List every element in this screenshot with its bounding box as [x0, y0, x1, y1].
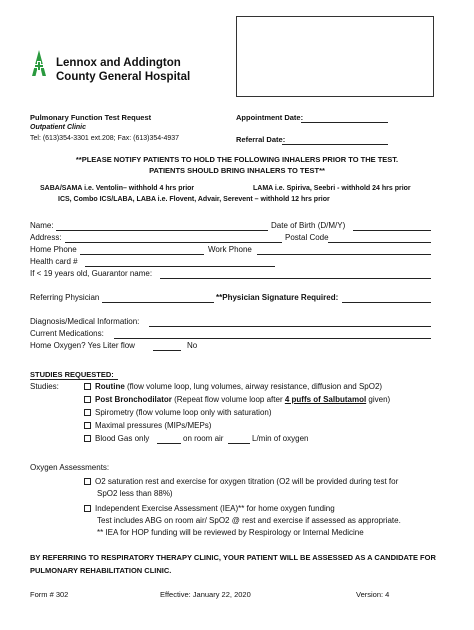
o2-saturation-option[interactable] [84, 477, 398, 486]
form-number: Form # 302 [30, 590, 69, 599]
blood-gas-text-a: Blood Gas only [95, 434, 150, 443]
medications-label: Current Medications: [30, 329, 104, 338]
name-field[interactable] [56, 230, 268, 231]
study-routine[interactable] [84, 382, 382, 391]
address-field[interactable] [65, 242, 282, 243]
hospital-logo-icon [28, 46, 50, 80]
referral-date-field[interactable] [282, 144, 388, 145]
referring-physician-label: Referring Physician [30, 293, 100, 302]
work-phone-field[interactable] [257, 254, 431, 255]
study-blood-gas[interactable] [84, 434, 149, 443]
iea-text-2: Test includes ABG on room air/ SpO2 @ rest and exercise if assessed as appropriate. [97, 516, 401, 525]
work-phone-label: Work Phone [208, 245, 252, 254]
oxygen-assessments-heading: Oxygen Assessments: [30, 463, 110, 472]
o2-saturation-text: O2 saturation rest and exercise for oxygen titration (O2 will be provided during test for [95, 477, 399, 486]
postal-code-field[interactable] [328, 242, 431, 243]
studies-heading: STUDIES REQUESTED: [30, 370, 114, 379]
health-card-label: Health card # [30, 257, 78, 266]
liter-flow-field[interactable] [153, 350, 181, 351]
routine-checkbox[interactable] [84, 383, 91, 390]
blood-gas-room-air-field[interactable] [157, 443, 181, 444]
postal-code-label: Postal Code [285, 233, 329, 242]
rehab-notice-line2: PULMONARY REHABILITATION CLINIC. [30, 566, 172, 575]
blood-gas-text-b: on room air [183, 434, 224, 443]
iea-text: Independent Exercise Assessment (IEA)** for home oxygen funding [95, 504, 335, 513]
health-card-field[interactable] [85, 266, 275, 267]
spirometry-text: Spirometry (flow volume loop only with saturation) [95, 408, 272, 417]
maximal-pressures-checkbox[interactable] [84, 422, 91, 429]
blood-gas-oxygen-field[interactable] [228, 443, 250, 444]
study-maximal-pressures[interactable] [84, 421, 211, 430]
o2-saturation-text-2: SpO2 less than 88%) [97, 489, 173, 498]
dob-field[interactable] [353, 230, 431, 231]
contact-info: Tel: (613)354-3301 ext.208; Fax: (613)354-4937 [30, 135, 180, 142]
guarantor-label: If < 19 years old, Guarantor name: [30, 269, 153, 278]
address-label: Address: [30, 233, 62, 242]
guarantor-field[interactable] [160, 278, 431, 279]
post-bronchodilator-desc: (Repeat flow volume loop after [171, 395, 285, 404]
clinic-label: Outpatient Clinic [30, 124, 86, 131]
study-post-bronchodilator[interactable] [84, 395, 390, 404]
home-phone-field[interactable] [80, 254, 204, 255]
rehab-notice-line1: BY REFERRING TO RESPIRATORY THERAPY CLINIC, YOUR PATIENT WILL BE ASSESSED AS A CANDIDATE FOR [30, 553, 436, 562]
iea-text-3: ** IEA for HOP funding will be reviewed by Respirology or Internal Medicine [97, 528, 364, 537]
home-oxygen-label: Home Oxygen? Yes Liter flow [30, 341, 135, 350]
ics-note: ICS, Combo ICS/LABA, LABA i.e. Flovent, Advair, Serevent – withhold 12 hrs prior [58, 196, 330, 203]
hospital-name-line2: County General Hospital [56, 71, 191, 83]
home-phone-label: Home Phone [30, 245, 77, 254]
maximal-pressures-text: Maximal pressures (MIPs/MEPs) [95, 421, 212, 430]
iea-checkbox[interactable] [84, 505, 91, 512]
notice-line1: **PLEASE NOTIFY PATIENTS TO HOLD THE FOLLOWING INHALERS PRIOR TO THE TEST. [75, 155, 399, 164]
studies-label: Studies: [30, 382, 59, 391]
appointment-date-label: Appointment Date: [236, 113, 304, 122]
physician-signature-label: **Physician Signature Required: [216, 293, 339, 302]
routine-title: Routine [95, 382, 125, 391]
version: Version: 4 [356, 590, 390, 599]
blood-gas-text-c: L/min of oxygen [252, 434, 309, 443]
routine-desc: (flow volume loop, lung volumes, airway resistance, diffusion and SpO2) [124, 382, 383, 391]
home-oxygen-no[interactable]: No [187, 341, 198, 350]
post-bronchodilator-title: Post Bronchodilator [95, 395, 172, 404]
blood-gas-checkbox[interactable] [84, 435, 91, 442]
referral-date-label: Referral Date: [236, 135, 286, 144]
salbutamol-puffs: 4 puffs of Salbutamol [284, 395, 367, 404]
appointment-date-field[interactable] [301, 122, 388, 123]
referring-physician-field[interactable] [102, 302, 214, 303]
effective-date: Effective: January 22, 2020 [160, 590, 251, 599]
lama-note: LAMA i.e. Spiriva, Seebri - withhold 24 hrs prior [253, 185, 411, 192]
dob-label: Date of Birth (D/M/Y) [271, 221, 346, 230]
studies-heading-underline [30, 379, 118, 380]
study-spirometry[interactable] [84, 408, 272, 417]
diagnosis-label: Diagnosis/Medical Information: [30, 317, 140, 326]
iea-option[interactable] [84, 504, 335, 513]
name-label: Name: [30, 221, 54, 230]
diagnosis-field[interactable] [149, 326, 431, 327]
saba-note: SABA/SAMA i.e. Ventolin– withhold 4 hrs prior [40, 185, 195, 192]
spirometry-checkbox[interactable] [84, 409, 91, 416]
physician-signature-field[interactable] [342, 302, 431, 303]
o2-saturation-checkbox[interactable] [84, 478, 91, 485]
post-bronchodilator-checkbox[interactable] [84, 396, 91, 403]
form-title: Pulmonary Function Test Request [30, 113, 152, 122]
medications-field[interactable] [114, 338, 431, 339]
notice-line2: PATIENTS SHOULD BRING INHALERS TO TEST** [149, 166, 325, 175]
patient-label-box[interactable] [236, 16, 434, 97]
hospital-name-line1: Lennox and Addington [56, 57, 181, 69]
post-bronchodilator-end: given) [366, 395, 391, 404]
